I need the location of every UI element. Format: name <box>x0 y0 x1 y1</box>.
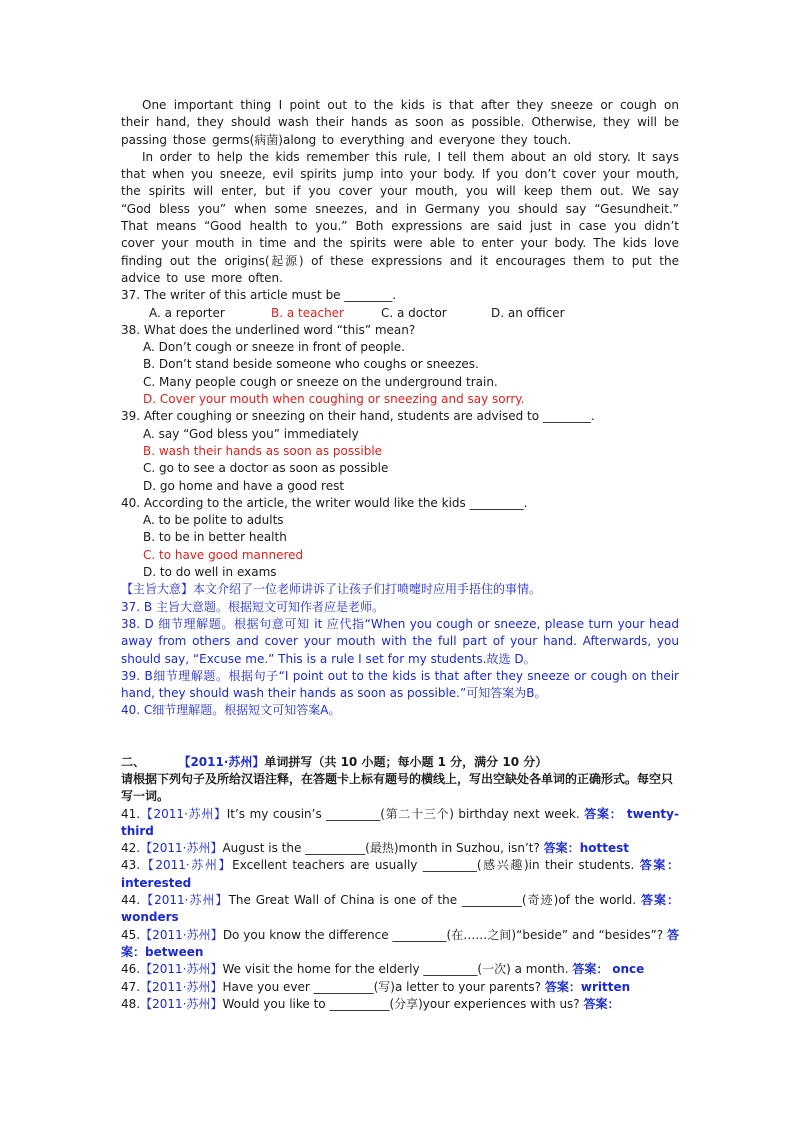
item-47-number: 47. <box>121 979 141 994</box>
option-40-a: A. to be polite to adults <box>143 513 284 528</box>
question-40-stem: 40. According to the article, the writer would like the kids _________. <box>121 495 528 510</box>
item-46-answer: once <box>612 962 645 977</box>
question-39-stem: 39. After coughing or sneezing on their hand, students are advised to ________. <box>121 409 595 424</box>
option-38-b: B. Don’t stand beside someone who coughs or sneezes. <box>143 357 479 372</box>
item-44 <box>121 892 679 927</box>
item-41-answer-label: 答案： <box>584 806 623 821</box>
item-43-answer-label: 答案： <box>639 858 679 873</box>
item-42-answer: hottest <box>579 841 629 856</box>
question-38-stem: 38. What does the underlined word “this” mean? <box>121 322 416 337</box>
item-45-answer-label: 答案： <box>121 927 679 959</box>
item-43-tag: 【2011·苏州】 <box>140 858 233 873</box>
passage-paragraph-2: In order to help the kids remember this rule, I tell them about an old story. It says that when you sneeze, evil spirits jump into your body. If you don’t cover your mouth, the spirits will enter, but if you cover your mouth, you will keep them out. We say “God bless you” when some sneezes, and in Germany you should say “Gesundheit.” That means “Good health to you.” Both expressions are said just in case you didn’t cover your mouth in time and the spirits were able to enter your body. The kids love finding out the origins(起源) of these expressions and it encourages them to put the advice to use more often. <box>121 149 679 285</box>
item-45-text: Do you know the difference _________(在……之间)“beside” and “besides”? <box>222 927 664 942</box>
analysis-37: 37. B 主旨大意题。根据短文可知作者应是老师。 <box>121 599 384 614</box>
option-39-b: B. wash their hands as soon as possible <box>143 443 383 458</box>
item-41 <box>121 806 679 841</box>
option-40-b: B. to be in better health <box>143 530 287 545</box>
item-41-tag: 【2011·苏州】 <box>140 806 227 821</box>
document-page <box>121 97 679 1013</box>
section-2-number: 二、 <box>121 754 146 769</box>
item-46 <box>121 961 679 978</box>
option-38-d: D. Cover your mouth when coughing or sneezing and say sorry. <box>143 392 525 407</box>
option-38-c: C. Many people cough or sneeze on the underground train. <box>143 374 498 389</box>
option-39-a: A. say “God bless you” immediately <box>143 426 359 441</box>
item-47-tag: 【2011·苏州】 <box>140 979 223 994</box>
item-45 <box>121 927 679 962</box>
item-46-answer-label: 答案： <box>572 962 609 977</box>
question-37-options <box>121 305 679 322</box>
option-39-d: D. go home and have a good rest <box>143 478 345 493</box>
item-46-tag: 【2011·苏州】 <box>140 962 223 977</box>
item-43-text: Excellent teachers are usually _________(感兴趣)in their students. <box>232 858 635 873</box>
item-48-text: Would you like to __________(分享)your experiences with us? <box>222 996 580 1011</box>
item-44-text: The Great Wall of China is one of the __________(奇迹)of the world. <box>228 893 637 908</box>
section-2-tag: 【2011·苏州】 <box>178 754 265 769</box>
option-39-c: C. go to see a doctor as soon as possible <box>143 461 389 476</box>
item-45-tag: 【2011·苏州】 <box>140 927 223 942</box>
item-47-text: Have you ever __________(写)a letter to your parents? <box>222 979 542 994</box>
item-42 <box>121 840 679 857</box>
item-48-answer-label: 答案： <box>583 996 620 1011</box>
option-38-a: A. Don’t cough or sneeze in front of people. <box>143 340 405 355</box>
option-37-a: A. a reporter <box>149 305 225 320</box>
item-47 <box>121 979 679 996</box>
question-37-stem: 37. The writer of this article must be ________. <box>121 288 397 303</box>
item-44-number: 44. <box>121 893 141 908</box>
analysis-main-idea: 【主旨大意】本文介绍了一位老师讲诉了让孩子们打喷嚏时应用手捂住的事情。 <box>121 582 542 597</box>
analysis-40: 40. C细节理解题。根据短文可知答案A。 <box>121 703 341 718</box>
item-43 <box>121 857 679 892</box>
section-2-title <box>121 754 679 771</box>
item-42-number: 42. <box>121 841 141 856</box>
option-40-c: C. to have good mannered <box>143 547 304 562</box>
item-42-tag: 【2011·苏州】 <box>140 841 223 856</box>
option-40-d: D. to do well in exams <box>143 565 277 580</box>
option-37-b: B. a teacher <box>271 305 344 320</box>
item-41-text: It’s my cousin’s _________(第二十三个) birthday next week. <box>226 806 580 821</box>
item-46-number: 46. <box>121 962 141 977</box>
item-42-answer-label: 答案： <box>543 841 580 856</box>
item-43-number: 43. <box>121 858 141 873</box>
item-43-answer: interested <box>121 875 192 890</box>
item-46-text: We visit the home for the elderly _________(一次) a month. <box>222 962 569 977</box>
section-2-instructions: 请根据下列句子及所给汉语注释，在答题卡上标有题号的横线上，写出空缺处各单词的正确形式。每空只写一词。 <box>121 771 674 804</box>
passage-paragraph-1: One important thing I point out to the kids is that after they sneeze or cough on their hand, they should wash their hands as soon as possible. Otherwise, they will be passing those germs(病菌)along to everything and everyone they touch. <box>121 98 679 147</box>
item-42-text: August is the __________(最热)month in Suzhou, isn’t? <box>222 841 540 856</box>
item-44-answer-label: 答案： <box>640 893 679 908</box>
item-45-answer: between <box>145 944 204 959</box>
item-41-number: 41. <box>121 806 141 821</box>
analysis-38: 38. D 细节理解题。根据句意可知 it 应代指“When you cough or sneeze, please turn your head away from others and cover your mouth with the full part of your hand. Afterwards, you should say, “Excuse me.” This is a rule I set for my students.故选 D。 <box>121 616 679 666</box>
analysis-39: 39. B细节理解题。根据句子“I point out to the kids is that after they sneeze or cough on their hand, they should wash their hands as soon as possible.”可知答案为B。 <box>121 668 679 701</box>
item-48 <box>121 996 679 1013</box>
item-47-answer: written <box>580 979 631 994</box>
section-2-heading: 单词拼写（共 10 小题；每小题 1 分，满分 10 分） <box>264 754 548 769</box>
item-45-number: 45. <box>121 927 141 942</box>
item-44-tag: 【2011·苏州】 <box>140 893 229 908</box>
item-48-number: 48. <box>121 996 141 1011</box>
item-48-tag: 【2011·苏州】 <box>140 996 223 1011</box>
option-37-d: D. an officer <box>491 305 565 320</box>
item-41-answer: twenty-third <box>121 806 679 838</box>
option-37-c: C. a doctor <box>381 305 447 320</box>
item-47-answer-label: 答案： <box>544 979 581 994</box>
item-44-answer: wonders <box>121 910 179 925</box>
